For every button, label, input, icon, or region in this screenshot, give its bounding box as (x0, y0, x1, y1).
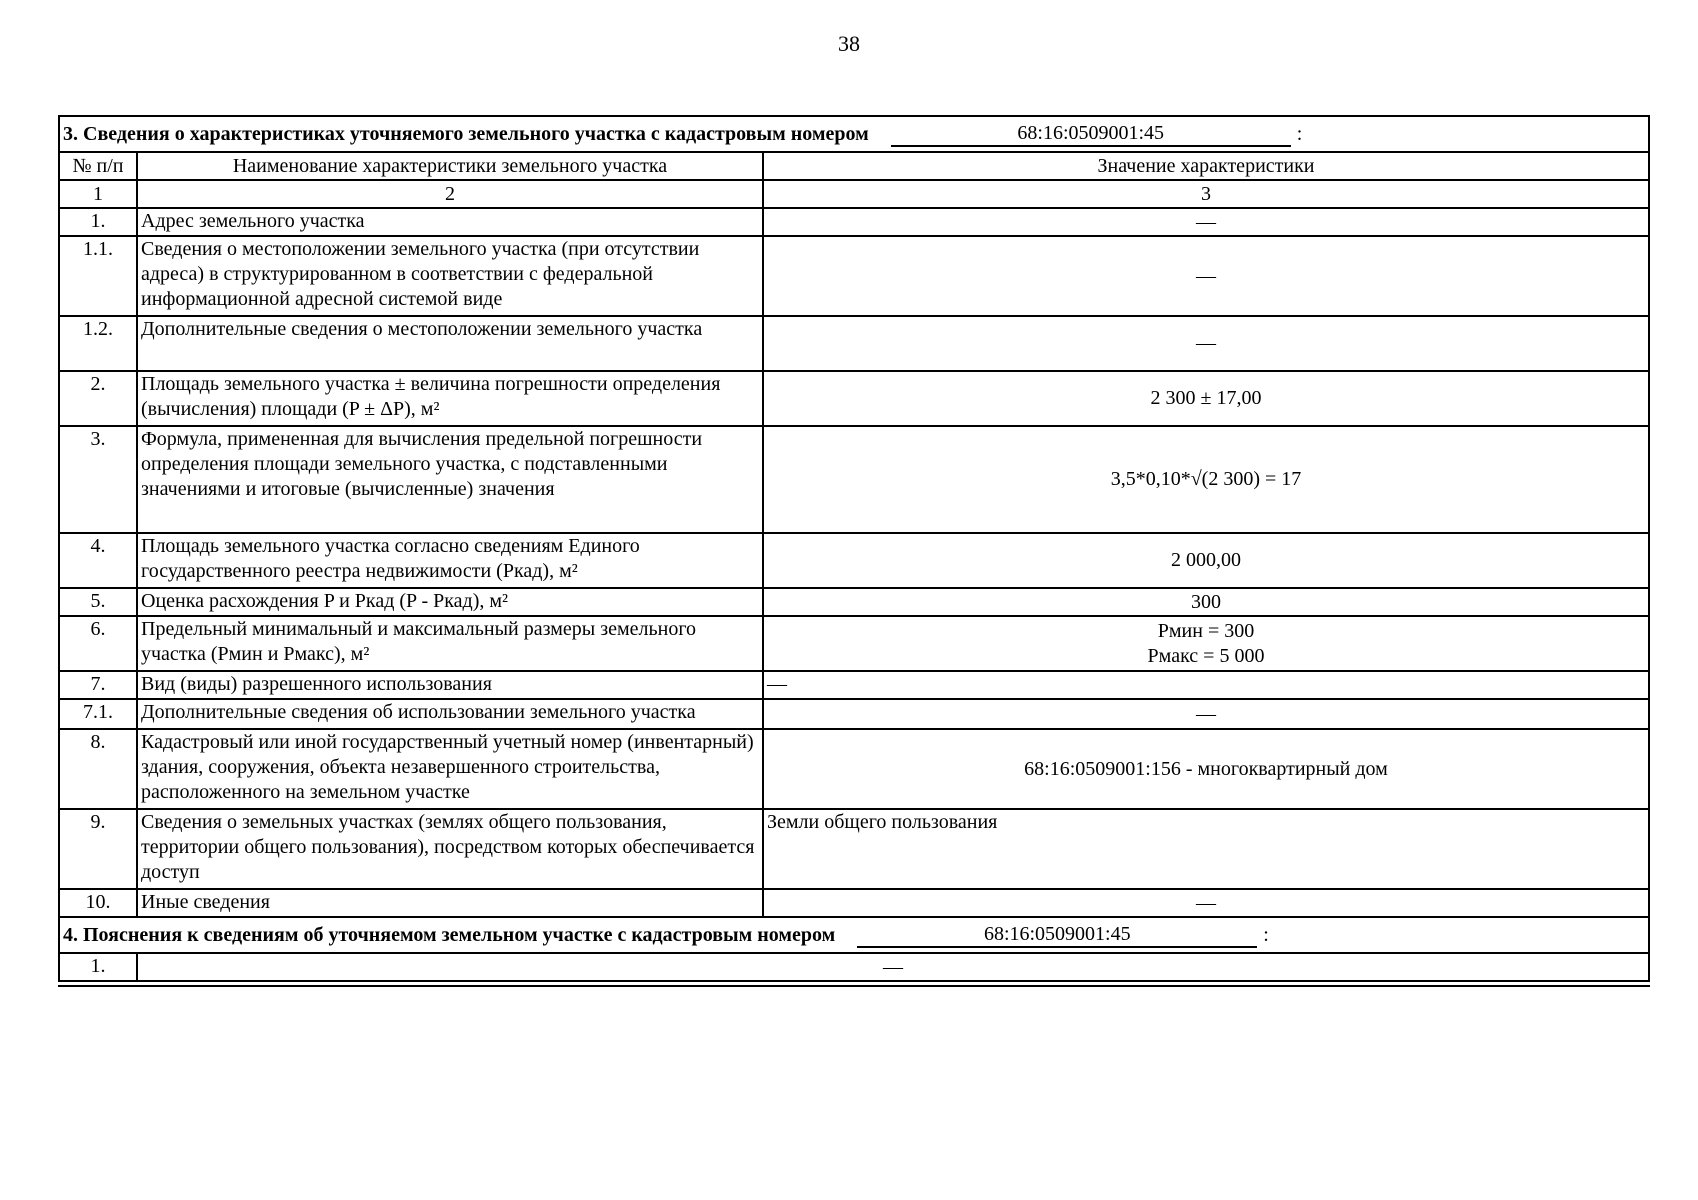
table-row (59, 616, 1649, 671)
table-row (59, 699, 1649, 729)
row-number: 7.1. (59, 699, 137, 729)
row-value: — (763, 316, 1649, 371)
row-number: 10. (59, 889, 137, 917)
row-name: Адрес земельного участка (137, 208, 763, 236)
column-numbers-row (59, 180, 1649, 208)
row-name: Оценка расхождения P и Ркад (P - Ркад), м² (137, 588, 763, 616)
column-number-1: 1 (59, 180, 137, 208)
table-row (59, 533, 1649, 588)
column-number-2: 2 (137, 180, 763, 208)
section-4-cadastral-number: 68:16:0509001:45 (857, 922, 1257, 948)
row-number: 6. (59, 616, 137, 671)
header-number: № п/п (59, 152, 137, 180)
row-value: — (763, 671, 1649, 699)
table-row (59, 208, 1649, 236)
row-value: — (763, 699, 1649, 729)
p-max-value: Рмакс = 5 000 (1147, 644, 1265, 667)
row-number: 1.1. (59, 236, 137, 316)
section-3-title: 3. Сведения о характеристиках уточняемого земельного участка с кадастровым номером (63, 122, 869, 145)
section-4-colon: : (1263, 923, 1269, 946)
row-name: Вид (виды) разрешенного использования (137, 671, 763, 699)
row-number: 2. (59, 371, 137, 426)
row-value: 2 300 ± 17,00 (763, 371, 1649, 426)
row-name: Формула, примененная для вычисления предельной погрешности определения площади земельного участка, с подставленными значениями и итоговые (вычисленные) значения (137, 426, 763, 533)
table-row (59, 588, 1649, 616)
row-value (763, 616, 1649, 671)
table-row (59, 729, 1649, 809)
p-min-value: Рмин = 300 (1157, 619, 1255, 642)
row-value: — (763, 236, 1649, 316)
row-number: 9. (59, 809, 137, 889)
section-3-colon: : (1296, 122, 1303, 145)
row-name: Иные сведения (137, 889, 763, 917)
row-number: 1.2. (59, 316, 137, 371)
row-number: 3. (59, 426, 137, 533)
row-value: 300 (763, 588, 1649, 616)
row-value: — (137, 953, 1649, 981)
row-number: 1. (59, 208, 137, 236)
row-number: 7. (59, 671, 137, 699)
table-row (59, 371, 1649, 426)
row-name: Сведения о местоположении земельного участка (при отсутствии адреса) в структурированном в соответствии с федеральной информационной адресной системой виде (137, 236, 763, 316)
table-row (59, 316, 1649, 371)
row-number: 8. (59, 729, 137, 809)
row-name: Площадь земельного участка ± величина погрешности определения (вычисления) площади (P ± ΔP), м² (137, 371, 763, 426)
row-name: Кадастровый или иной государственный учетный номер (инвентарный) здания, сооружения, объекта незавершенного строительства, расположенного на земельном участке (137, 729, 763, 809)
row-value: Земли общего пользования (763, 809, 1649, 889)
table-row (59, 426, 1649, 533)
row-name: Дополнительные сведения об использовании земельного участка (137, 699, 763, 729)
section-3-title-row (59, 116, 1649, 152)
section-4-title: 4. Пояснения к сведениям об уточняемом земельном участке с кадастровым номером (63, 923, 836, 946)
page-number: 38 (838, 31, 860, 56)
table-bottom-rule (58, 985, 1650, 987)
row-number: 5. (59, 588, 137, 616)
row-name: Дополнительные сведения о местоположении земельного участка (137, 316, 763, 371)
column-number-3: 3 (763, 180, 1649, 208)
header-value: Значение характеристики (763, 152, 1649, 180)
row-value: — (763, 889, 1649, 917)
table-row (59, 671, 1649, 699)
row-value: 2 000,00 (763, 533, 1649, 588)
row-value: 68:16:0509001:156 - многоквартирный дом (763, 729, 1649, 809)
row-value: — (763, 208, 1649, 236)
row-number: 1. (59, 953, 137, 981)
row-name: Площадь земельного участка согласно сведениям Единого государственного реестра недвижимости (Ркад), м² (137, 533, 763, 588)
table-header-row (59, 152, 1649, 180)
row-number: 4. (59, 533, 137, 588)
row-name: Сведения о земельных участках (землях общего пользования, территории общего пользования), посредством которых обеспечивается доступ (137, 809, 763, 889)
section-3-cadastral-number: 68:16:0509001:45 (891, 121, 1291, 147)
row-name: Предельный минимальный и максимальный размеры земельного участка (Рмин и Рмакс), м² (137, 616, 763, 671)
section-4-title-row (59, 917, 1649, 953)
table-row (59, 236, 1649, 316)
table-row (59, 889, 1649, 917)
table-row (59, 809, 1649, 889)
land-plot-table (58, 115, 1650, 982)
row-value: 3,5*0,10*√(2 300) = 17 (763, 426, 1649, 533)
header-name: Наименование характеристики земельного участка (137, 152, 763, 180)
table-row (59, 953, 1649, 981)
